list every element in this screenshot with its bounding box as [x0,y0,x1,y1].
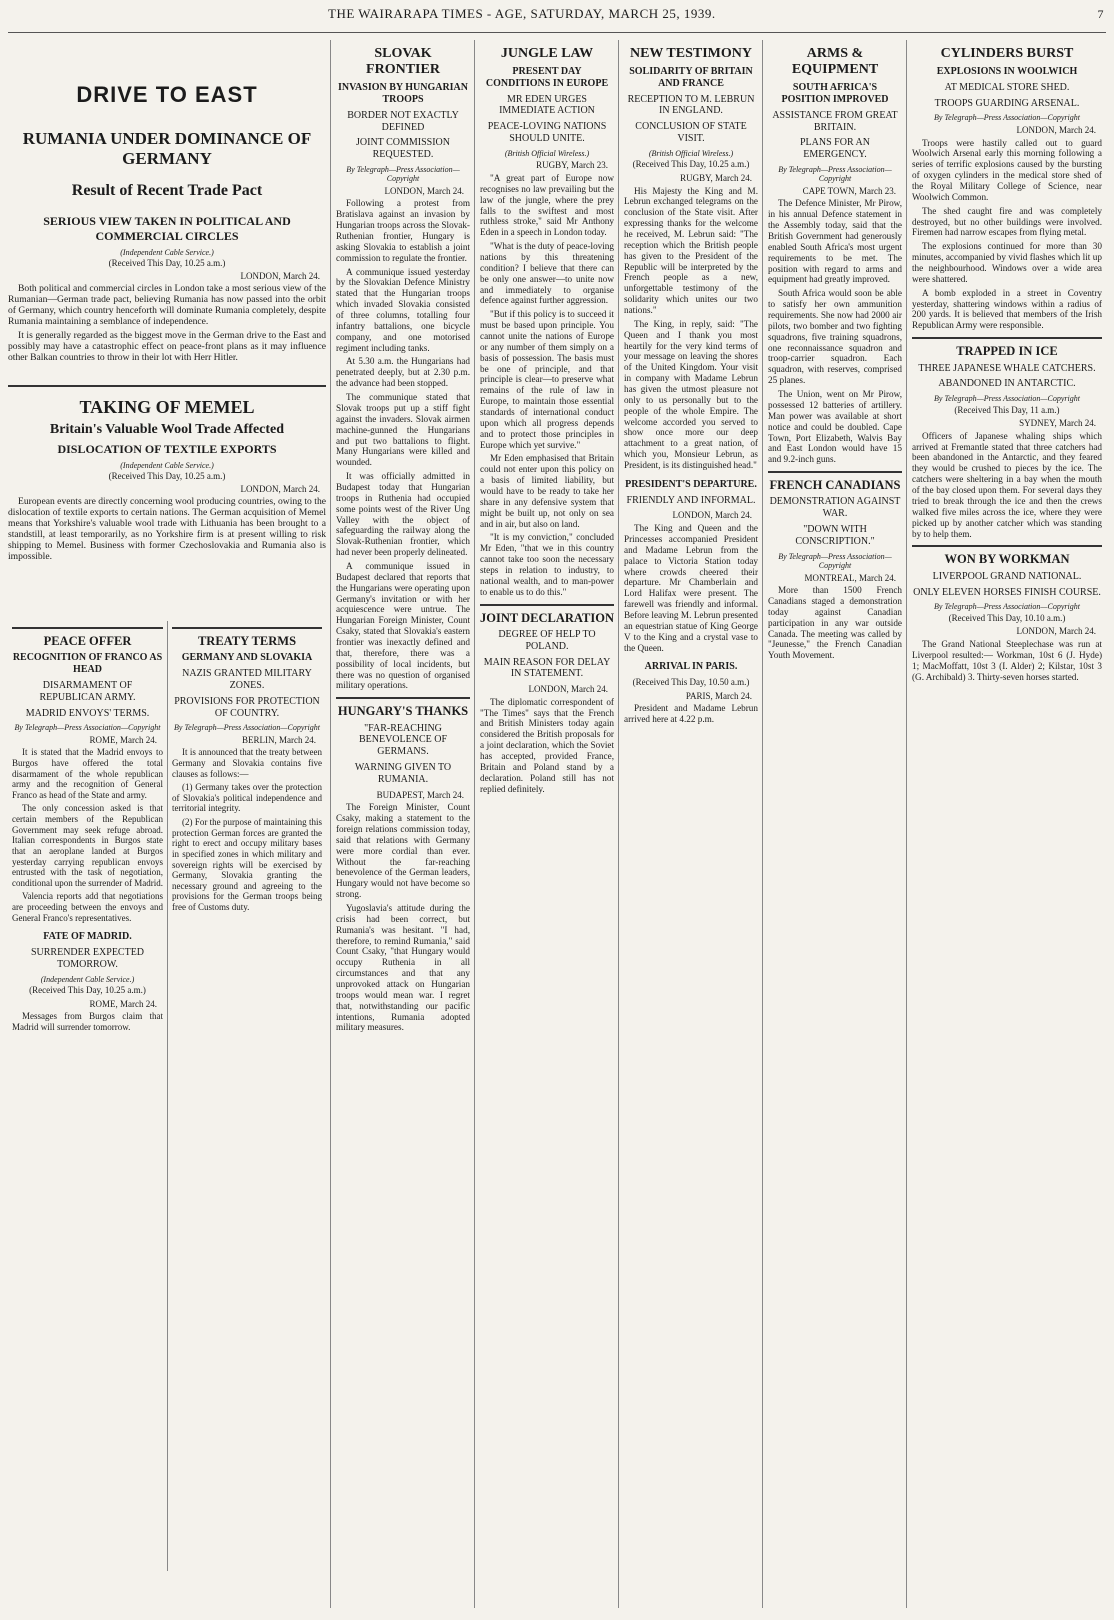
slovak-subhead-1: INVASION BY HUNGARIAN TROOPS [337,82,469,105]
page-number: 7 [1097,7,1104,21]
peace-dateline: ROME, March 24. [89,734,157,745]
peace-subhead-2: DISARMAMENT OF REPUBLICAN ARMY. [39,679,136,703]
departure-dateline: LONDON, March 24. [672,510,752,521]
fate-dateline: ROME, March 24. [89,998,157,1009]
french-canadians-credit: By Telegraph—Press Association—Copyright [778,551,892,571]
arms-subhead-2: ASSISTANCE FROM GREAT BRITAIN. [772,109,898,133]
cylinders-paragraph: The shed caught fire and was completely destroyed, but no other buildings were involved. Firemen had narrow escapes from flying metal. [912,205,1102,238]
peace-subhead-1: RECOGNITION OF FRANCO AS HEAD [12,652,163,676]
workman-received: (Received This Day, 10.10 a.m.) [948,612,1066,623]
memel-subhead-1: Britain's Valuable Wool Trade Affected [49,422,285,438]
drive-subhead-1: RUMANIA UNDER DOMINANCE OF GERMANY [22,129,312,168]
treaty-paragraph: (1) Germany takes over the protection of Slovakia's political independence and territorial integrity. [172,782,322,814]
drive-subhead-2: Result of Recent Trade Pact [71,182,263,200]
testament-dateline: RUGBY, March 24. [680,172,752,183]
cylinders-dateline: LONDON, March 24. [1016,124,1096,135]
peace-paragraph: The only concession asked is that certain members of the Republican Government may seek refuge abroad. Italian correspondents in Burgos state that an aeroplane landed at Burgos yesterday carrying republican envoys entrusted with the task of negotiation, conditional upon the surrender of Madrid. [12,803,163,888]
arrival-dateline: PARIS, March 24. [685,690,752,701]
memel-paragraph: European events are directly concerning wool producing countries, owing to the dislocation of textile exports to certain nations. The German acquisition of Memel means that Yorkshire's valuable wool trade with Lithuania has been brought to a standstill, at least temporarily, as no Yorkshire firm is at present willing to risk shipping to Memel. Business with former Czechoslovakia and Rumania also is impossible. [8,496,326,563]
ice-dateline: SYDNEY, March 24. [1019,418,1096,429]
drive-paragraph: Both political and commercial circles in London take a most serious view of the Rumanian—German trade pact, believing Rumania has now passed into the orbit of Germany, which country henceforth will dominate Rumania completely, despite Rumania maintaining a semblance of independence. [8,283,326,328]
treaty-subhead-1: GERMANY AND SLOVAKIA [181,652,313,664]
arms-credit: By Telegraph—Press Association—Copyright [778,164,892,184]
columns [8,40,1106,1608]
arms-headline: ARMS & EQUIPMENT [791,46,879,78]
arms-paragraph: The Defence Minister, Mr Pirow, in his annual Defence statement in the Assembly today, said that the British Government had generously enabled South Africa's most urgent requirements to be met. The position with regard to arms and equipment had greatly improved. [768,198,902,285]
drive-dateline: LONDON, March 24. [240,271,320,282]
joint-subhead-2: MAIN REASON FOR DELAY IN STATEMENT. [483,656,611,680]
arms-subhead-3: PLANS FOR AN EMERGENCY. [799,137,871,161]
peace-subhead-3: MADRID ENVOYS' TERMS. [25,707,150,719]
treaty-subhead-3: PROVISIONS FOR PROTECTION OF COUNTRY. [174,695,320,719]
newspaper-page [8,6,1106,1608]
testament-paragraph: The King, in reply, said: "The Queen and I thank you most heartily for the very kind terms of your message on leaving the shores of the United Kingdom. Your visit in company with Madame Lebrun has given the utmost pleasure not only to us personally but to the people of the whole Empire. The welcome accorded you served to show once more our deep attachment to a great nation, of which you, Monsieur Lebrun, as President, is its distinguished head." [624,318,758,471]
workman-subhead-2: ONLY ELEVEN HORSES FINISH COURSE. [913,586,1101,598]
workman-paragraph: The Grand National Steeplechase was run at Liverpool resulted:— Workman, 10st 6 (J. Hyde) 1; MacMoffatt, 10st 3 (I. Alder) 2; Kilstar, 10st 3 (G. Archibald) 3. Thirty-seven horses started. [912,638,1102,682]
jungle-paragraph: "It is my conviction," concluded Mr Eden, "that we in this country cannot take too soon the necessary steps in relation to industry, to national wealth, and to man-power to enable us to do this." [480,532,614,597]
slovak-column [330,40,475,1608]
ice-credit: By Telegraph—Press Association—Copyright [934,394,1080,404]
slovak-paragraph: A communique issued yesterday by the Slovakian Defence Ministry stated that the Hungarian troops which invaded Slovakia consisted of three columns, totalling four infantry battalions, one bicycle company, and one motorised regiment including tanks. [336,266,470,353]
treaty-subhead-2: NAZIS GRANTED MILITARY ZONES. [182,668,312,691]
workman-credit: By Telegraph—Press Association—Copyright [934,602,1080,612]
arrival-headline: ARRIVAL IN PARIS. [644,661,738,673]
ice-subhead-1: THREE JAPANESE WHALE CATCHERS. [918,362,1096,374]
cylinders-subhead-2: AT MEDICAL STORE SHED. [944,81,1070,93]
drive-received: (Received This Day, 10.25 a.m.) [108,258,226,269]
arms-subhead-1: SOUTH AFRICA'S POSITION IMPROVED [781,82,889,105]
slovak-paragraph: A communique issued in Budapest declared that reports that the Hungarians were operating upon Germany's invitation or with her acquiescence were untrue. The Hungarian Foreign Minister, Count Csaky, stated that Slovakia's eastern frontier was inexactly defined and that, therefore, there was a possibility of local incidents, but there was no question of organised military operations. [336,560,470,691]
testament-subhead-3: CONCLUSION OF STATE VISIT. [635,121,747,145]
peace-credit: By Telegraph—Press Association—Copyright [14,723,161,733]
french-canadians-subhead-1: DEMONSTRATION AGAINST WAR. [769,496,901,520]
treaty-headline: TREATY TERMS [172,627,322,648]
drive-headline: DRIVE TO EAST [76,82,258,107]
thanks-paragraph: Yugoslavia's attitude during the crisis had been correct, but Rumania's was hesitant. "I had, therefore, to remind Rumania," said Count Csaky, "that Hungary would occupy Ruthenia in all circumstances and that any unprovoked attack on Hungarian troops would mean war. I regret that, notwithstanding our pacific intentions, Rumania adopted military measures. [336,902,470,1033]
cylinders-paragraph: A bomb exploded in a street in Coventry yesterday, shattering windows within a radius of 200 yards. It is believed that members of the Irish Republican Army were responsible. [912,287,1102,331]
departure-headline: PRESIDENT'S DEPARTURE. [625,478,757,490]
memel-dateline: LONDON, March 24. [240,484,320,495]
cylinders-headline: CYLINDERS BURST [940,46,1074,61]
thanks-subhead-1: "FAR-REACHING BENEVOLENCE OF GERMANS. [358,722,448,758]
testament-received: (Received This Day, 10.25 a.m.) [632,159,750,170]
workman-dateline: LONDON, March 24. [1016,626,1096,637]
memel-received: (Received This Day, 10.25 a.m.) [108,471,226,482]
slovak-headline: SLOVAK FRONTIER [366,46,440,78]
arms-paragraph: South Africa would soon be able to satisfy her own ammunition requirements. She now had 2000 air pilots, two bomber and two fighting squadrons, five training squadrons, one reconnaissance squadron and troop-carrier squadron. Each squadron, with reserves, comprised 25 planes. [768,288,902,386]
cylinders-column [906,40,1106,1608]
cylinders-subhead-1: EXPLOSIONS IN WOOLWICH [936,66,1078,78]
jungle-paragraph: "But if this policy is to succeed it must be based upon principle. You cannot unite the nations of Europe or any number of them simply on a basis of possession. The basis must be one of principle, and that principle is clear—to preserve what remains of the rule of law in Europe, to maintain those essential standards of international conduct upon which all progress depends and to protect those principles in Europe which yet survive." [480,309,614,450]
fate-received: (Received This Day, 10.25 a.m.) [29,984,146,995]
cylinders-credit: By Telegraph—Press Association—Copyright [934,113,1080,123]
slovak-subhead-3: JOINT COMMISSION REQUESTED. [356,137,450,161]
slovak-paragraph: At 5.30 a.m. the Hungarians had penetrated deeply, but at 2.30 p.m. the advance had been stopped. [336,356,470,389]
fate-subhead: SURRENDER EXPECTED TOMORROW. [30,946,145,970]
arrival-paragraph: President and Madame Lebrun arrived here at 4.22 p.m. [624,703,758,725]
slovak-credit: By Telegraph—Press Association—Copyright [346,164,460,184]
french-canadians-subhead-2: "DOWN WITH CONSCRIPTION." [795,524,875,547]
joint-headline: JOINT DECLARATION [480,604,614,625]
arms-column [762,40,907,1608]
cylinders-paragraph: Troops were hastily called out to guard Woolwich Arsenal early this morning following a series of terrific explosions caused by the bursting of oxygen cylinders in the medical store shed of the Royal Military College of Science, near Woolwich Common. [912,137,1102,202]
masthead [8,6,1106,33]
treaty-paragraph: (2) For the purpose of maintaining this protection German forces are granted the right to erect and occupy military bases in specified zones in which military and sovereign rights will be exercised by Germany, Slovakia granting the necessary ground and agreeing to the provisions for the German troops being free of Customs duty. [172,817,322,912]
jungle-subhead-3: PEACE-LOVING NATIONS SHOULD UNITE. [487,121,607,145]
jungle-headline: JUNGLE LAW [500,46,594,61]
slovak-paragraph: Following a protest from Bratislava against an invasion by Hungarian troops across the Slovak-Ruthenian frontier, Hungary is asking Slovakia to establish a joint commission to regulate the frontier. [336,198,470,263]
workman-subhead-1: LIVERPOOL GRAND NATIONAL. [932,570,1082,582]
jungle-subhead-2: MR EDEN URGES IMMEDIATE ACTION [499,93,595,117]
cylinders-paragraph: The explosions continued for more than 30 minutes, accompanied by vivid flashes which lit up the neighbourhood. Windows over a wide area were shattered. [912,241,1102,284]
fate-credit: (Independent Cable Service.) [40,974,135,984]
jungle-credit: (British Official Wireless.) [504,148,590,158]
memel-credit: (Independent Cable Service.) [120,461,214,471]
thanks-subhead-2: WARNING GIVEN TO RUMANIA. [354,762,452,785]
masthead-title: THE WAIRARAPA TIMES - AGE, SATURDAY, MARCH 25, 1939. [328,6,716,21]
peace-headline: PEACE OFFER [12,627,163,648]
peace-paragraph: It is stated that the Madrid envoys to Burgos have offered the total disarmament of the whole republican army and the recognition of General Franco as head of the State and army. [12,747,163,800]
testament-subhead-2: RECEPTION TO M. LEBRUN IN ENGLAND. [627,93,755,117]
testament-subhead-1: SOLIDARITY OF BRITAIN AND FRANCE [629,66,753,89]
slovak-paragraph: It was officially admitted in Budapest today that Hungarian troops in Ruthenia had occupied some points west of the River Ung Valley with the object of safeguarding the railway along the Slovak-Ruthenian frontier, which had never been properly delineated. [336,471,470,558]
workman-headline: WON BY WORKMAN [912,545,1102,566]
cylinders-subhead-3: TROOPS GUARDING ARSENAL. [934,97,1080,109]
slovak-paragraph: The communique stated that Slovak troops put up a stiff fight against the invaders. Slovak airmen machine-gunned the Hungarians and put two battalions to flight. Many Hungarians were killed and wounded. [336,392,470,468]
slovak-dateline: LONDON, March 24. [384,185,464,196]
french-canadians-headline: FRENCH CANADIANS [768,471,902,492]
departure-subhead: FRIENDLY AND INFORMAL. [626,494,756,506]
jungle-paragraph: "A great part of Europe now recognises no law prevailing but the law of the jungle, where the prey falls to the swiftest and most ruthless stroke," said Mr Anthony Eden in a speech in London today. [480,172,614,238]
jungle-dateline: RUGBY, March 23. [536,160,608,171]
french-canadians-dateline: MONTREAL, March 24. [804,572,896,583]
ice-headline: TRAPPED IN ICE [912,337,1102,358]
arms-dateline: CAPE TOWN, March 23. [802,185,896,196]
testament-column [618,40,763,1608]
jungle-column [474,40,619,1608]
jungle-paragraph: Mr Eden emphasised that Britain could not enter upon this policy on a basis of limited liability, but would have to be ready to take her share in any defensive system that might be built up, not only on sea and in air, but also on land. [480,453,614,529]
arrival-received: (Received This Day, 10.50 a.m.) [632,677,750,688]
memel-subhead-2: DISLOCATION OF TEXTILE EXPORTS [57,442,277,457]
fate-paragraph: Messages from Burgos claim that Madrid will surrender tomorrow. [12,1011,163,1032]
treaty-dateline: BERLIN, March 24. [242,734,316,745]
arms-paragraph: The Union, went on Mr Pirow, possessed 12 batteries of artillery. Man power was available at short notice and could be doubled. Cape Town, Port Elizabeth, Walvis Bay and East London would have 15 and 9.2-inch guns. [768,389,902,465]
slovak-subhead-2: BORDER NOT EXACTLY DEFINED [347,109,459,133]
thanks-dateline: BUDAPEST, March 24. [376,789,464,800]
testament-headline: NEW TESTIMONY [629,46,752,61]
ice-paragraph: Officers of Japanese whaling ships which arrived at Fremantle stated that three catchers had been abandoned in the Antarctic, and they feared they would be crushed to pieces by the ice. The catchers were sheltering in a bay when the mouth of the bay closed upon them. For several days they tried to break through the ice and then the crews walked five miles across the ice, where they were picked up by another catcher which was standing by to help them. [912,430,1102,539]
treaty-paragraph: It is announced that the treaty between Germany and Slovakia contains five clauses as follows:— [172,747,322,779]
testament-paragraph: His Majesty the King and M. Lebrun exchanged telegrams on the conclusion of the State visit. After expressing thanks for the welcome he received, M. Lebrun said: "The reception which the British people has given to the President of the Republic will be interpreted by the French people as a new, unforgettable testimony of the solidarity which unites our two nations." [624,185,758,315]
departure-paragraph: The King and Queen and the Princesses accompanied President and Madame Lebrun from the palace to Victoria Station today where crowds cheered their departure. Mr Chamberlain and Lord Halifax were present. The farewell was friendly and informal. Before leaving M. Lebrun presented an equestrian statue of King George V to the King and a crystal vase to the Queen. [624,523,758,653]
drive-subhead-3: SERIOUS VIEW TAKEN IN POLITICAL AND COMMERCIAL CIRCLES [43,214,291,244]
ice-received: (Received This Day, 11 a.m.) [954,404,1060,415]
thanks-headline: HUNGARY'S THANKS [336,697,470,718]
french-canadians-paragraph: More than 1500 French Canadians staged a demonstration today against Canadian participation in any war outside Canada. The meeting was called by "Jeunesse," the French Canadian Youth Movement. [768,585,902,661]
jungle-paragraph: "What is the duty of peace-loving nations by this threatening condition? I believe that there can be only one answer—to unite now and immediately to organise defence against further aggression. [480,241,614,306]
memel-headline: TAKING OF MEMEL [8,385,326,418]
joint-subhead-1: DEGREE OF HELP TO POLAND. [498,628,596,652]
jungle-subhead-1: PRESENT DAY CONDITIONS IN EUROPE [485,66,609,89]
drive-credit: (Independent Cable Service.) [120,248,214,258]
testament-credit: (British Official Wireless.) [648,148,734,158]
fate-headline: FATE OF MADRID. [43,931,132,943]
joint-paragraph: The diplomatic correspondent of "The Times" says that the French and British Ministers today again considered the British proposals for a joint declaration, which the Soviet has accepted, provided France, Britain and Poland stand by a declaration. Poland still has not replied definitely. [480,696,614,794]
drive-paragraph: It is generally regarded as the biggest move in the German drive to the East and possibly may have a catastrophic effect on peace-front plans as it may influence other Balkan countries to throw in their lot with Herr Hitler. [8,330,326,364]
ice-subhead-2: ABANDONED IN ANTARCTIC. [938,378,1076,390]
peace-paragraph: Valencia reports add that negotiations are proceeding between the envoys and General Franco's representatives. [12,891,163,923]
joint-dateline: LONDON, March 24. [528,684,608,695]
treaty-credit: By Telegraph—Press Association—Copyright [174,723,320,733]
thanks-paragraph: The Foreign Minister, Count Csaky, making a statement to the foreign relations commission today, said that relations with Germany were more cordial than ever. Without the far-reaching benevolence of the German leaders, Hungary would not have become so strong. [336,802,470,900]
